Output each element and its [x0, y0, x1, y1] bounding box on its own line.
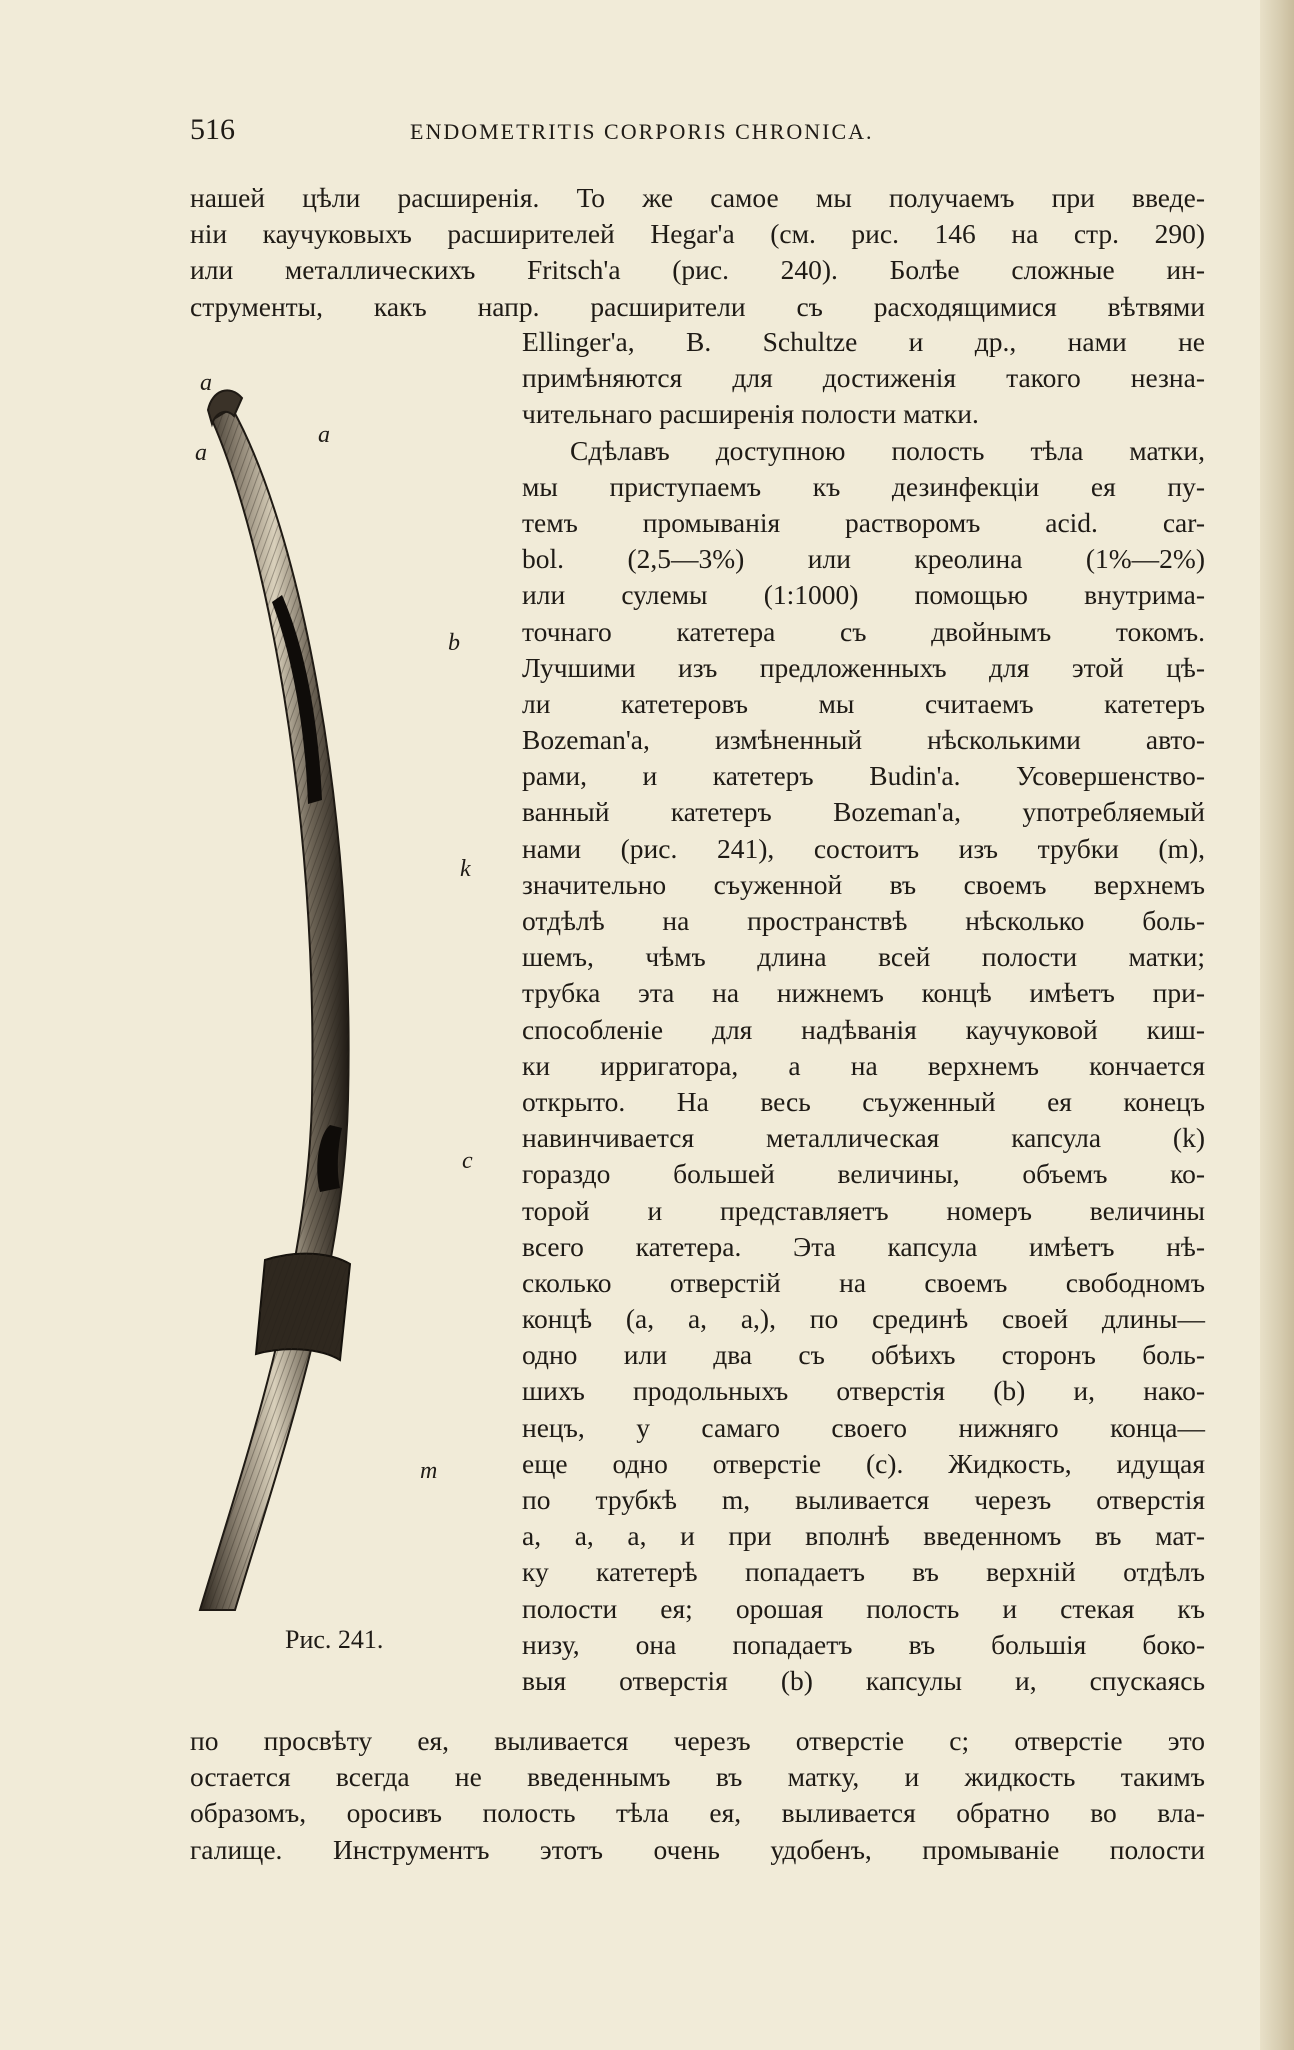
label-b: b: [448, 630, 460, 656]
text-line: bol. (2,5—3%) или креолина (1%—2%): [522, 543, 1205, 575]
text-line: навинчивается металлическая капсула (k): [522, 1122, 1205, 1154]
page-edge: [1260, 0, 1294, 2050]
text-line: Ellinger'а, B. Schultze и др., нами не: [522, 326, 1205, 357]
text-line: шихъ продольныхъ отверстія (b) и, нако-: [522, 1375, 1205, 1407]
top-paragraph: [190, 180, 1205, 325]
text-line: одно или два съ обѣихъ сторонъ боль-: [522, 1339, 1205, 1371]
text-line: чительнаго расширенія полости матки.: [522, 398, 979, 430]
text-line: ли катетеровъ мы считаемъ катетеръ: [522, 687, 1205, 719]
text-line: ніи каучуковыхъ расширителей Hegar'а (см. рис. 146 на стр. 290): [190, 218, 1205, 250]
text-line: галище. Инструментъ этотъ очень удобенъ, промываніе полости: [190, 1833, 1205, 1865]
catheter-illustration: [190, 380, 520, 1630]
text-line: нецъ, у самаго своего нижняго конца—: [522, 1411, 1205, 1443]
label-a-left: a: [195, 440, 207, 466]
screw-collar: [256, 1254, 350, 1360]
text-line: способленіе для надѣванія каучуковой киш-: [522, 1013, 1205, 1045]
text-line: примѣняются для достиженія такого незна-: [522, 362, 1205, 394]
text-line: отдѣлѣ на пространствѣ нѣсколько боль-: [522, 905, 1205, 936]
text-line: нами (рис. 241), состоитъ изъ трубки (m),: [522, 832, 1205, 864]
bottom-paragraph: [190, 1723, 1205, 1868]
page-header: [190, 113, 1205, 153]
text-line: ванный катетеръ Bozeman'а, употребляемый: [522, 796, 1205, 828]
text-line: по просвѣту ея, выливается черезъ отверстіе c; отверстіе это: [190, 1725, 1205, 1756]
label-k: k: [460, 856, 471, 882]
text-line: ку катетерѣ попадаетъ въ верхній отдѣлъ: [522, 1556, 1205, 1588]
text-line: темъ промыванія растворомъ acid. car-: [522, 506, 1205, 538]
figure-caption: Рис. 241.: [285, 1625, 384, 1654]
running-head: ENDOMETRITIS CORPORIS CHRONICA.: [410, 119, 874, 144]
text-line: рами, и катетеръ Budin'а. Усовершенство-: [522, 760, 1205, 792]
text-line: нашей цѣли расширенія. То же самое мы получаемъ при введе-: [190, 182, 1205, 213]
text-line: торой и представляетъ номеръ величины: [522, 1194, 1205, 1226]
page-number: 516: [190, 113, 235, 146]
text-line: остается всегда не введеннымъ въ матку, и жидкость такимъ: [190, 1761, 1205, 1793]
text-line: точнаго катетера съ двойнымъ токомъ.: [522, 615, 1205, 647]
text-line: открыто. На весь съуженный ея конецъ: [522, 1085, 1205, 1117]
text-line: гораздо большей величины, объемъ ко-: [522, 1158, 1205, 1190]
text-line: Bozeman'а, измѣненный нѣсколькими авто-: [522, 724, 1205, 756]
text-line: Сдѣлавъ доступною полость тѣла матки,: [570, 434, 1205, 466]
text-line: низу, она попадаетъ въ большія боко-: [522, 1628, 1205, 1660]
text-line: значительно съуженной въ своемъ верхнемъ: [522, 868, 1205, 900]
text-line: или сулемы (1:1000) помощью внутрима-: [522, 579, 1205, 611]
text-line: сколько отверстій на своемъ свободномъ: [522, 1266, 1205, 1298]
text-line: шемъ, чѣмъ длина всей полости матки;: [522, 941, 1205, 973]
text-line: выя отверстія (b) капсулы и, спускаясь: [522, 1664, 1205, 1696]
text-line: или металлическихъ Fritsch'а (рис. 240). Болѣе сложные ин-: [190, 254, 1205, 286]
text-line: концѣ (a, a, a,), по срединѣ своей длины—: [522, 1303, 1205, 1335]
text-line: Лучшими изъ предложенныхъ для этой цѣ-: [522, 651, 1205, 683]
label-a-top: a: [200, 370, 212, 396]
text-line: образомъ, оросивъ полость тѣла ея, выливается обратно во вла-: [190, 1797, 1205, 1829]
text-line: по трубкѣ m, выливается черезъ отверстія: [522, 1484, 1205, 1515]
text-line: ки ирригатора, а на верхнемъ кончается: [522, 1049, 1205, 1081]
column-paragraph: [522, 324, 1205, 1699]
text-line: полости ея; орошая полость и стекая къ: [522, 1592, 1205, 1624]
text-line: еще одно отверстіе (c). Жидкость, идущая: [522, 1447, 1205, 1479]
text-line: трубка эта на нижнемъ концѣ имѣетъ при-: [522, 977, 1205, 1009]
label-c: c: [462, 1148, 473, 1174]
label-a-right: a: [318, 422, 330, 448]
text-line: a, a, a, и при вполнѣ введенномъ въ мат-: [522, 1520, 1205, 1552]
text-line: струменты, какъ напр. расширители съ расходящимися вѣтвями: [190, 290, 1205, 322]
label-m: m: [420, 1458, 438, 1484]
text-line: мы приступаемъ къ дезинфекціи ея пу-: [522, 470, 1205, 502]
text-line: всего катетера. Эта капсула имѣетъ нѣ-: [522, 1230, 1205, 1262]
catheter-figure: [190, 370, 520, 1630]
